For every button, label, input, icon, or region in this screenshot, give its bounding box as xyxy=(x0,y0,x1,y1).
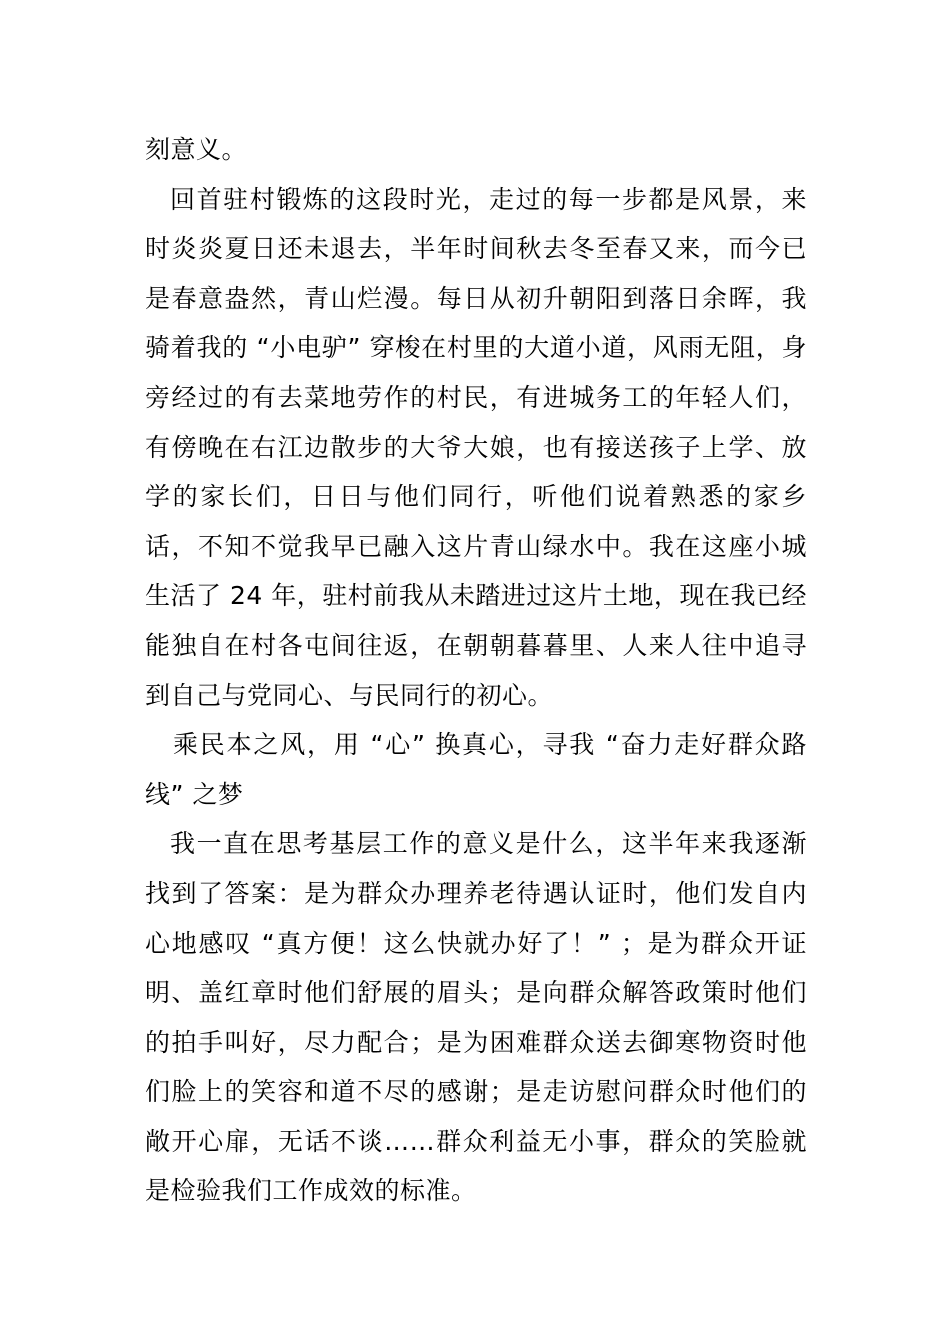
section-heading: 乘民本之风，用 “心” 换真心，寻我 “奋力走好群众路线” 之梦 xyxy=(145,730,807,809)
paragraph-village-memories: 回首驻村锻炼的这段时光，走过的每一步都是风景，来时炎炎夏日还未退去，半年时间秋去冬至春又来，而今已是春意盎然，青山烂漫。每日从初升朝阳到落日余晖，我骑着我的 “小电驴” 穿梭在村里的大道小道，风雨无阻，身旁经过的有去菜地劳作的村民，有进城务工的年轻人们，有傍晚在右江边散步的大爷大娘，也有接送孩子上学、放学的家长们，日日与他们同行，听他们说着熟悉的家乡话，不知不觉我早已融入这片青山绿水中。我在这座小城生活了 24 年，驻村前我从未踏进过这片土地，现在我已经能独自在村各屯间往返，在朝朝暮暮里、人来人往中追寻到自己与党同心、与民同行的初心。 xyxy=(145,184,807,710)
paragraph-continuation: 刻意义。 xyxy=(145,135,248,164)
body-text xyxy=(145,125,807,1216)
paragraph-grassroots-meaning: 我一直在思考基层工作的意义是什么，这半年来我逐渐找到了答案：是为群众办理养老待遇认证时，他们发自内心地感叹 “真方便！这么快就办好了！” ；是为群众开证明、盖红章时他们舒展的眉头；是向群众解答政策时他们的拍手叫好，尽力配合；是为困难群众送去御寒物资时他们脸上的笑容和道不尽的感谢；是走访慰问群众时他们的敞开心扉，无话不谈……群众利益无小事，群众的笑脸就是检验我们工作成效的标准。 xyxy=(145,829,807,1206)
